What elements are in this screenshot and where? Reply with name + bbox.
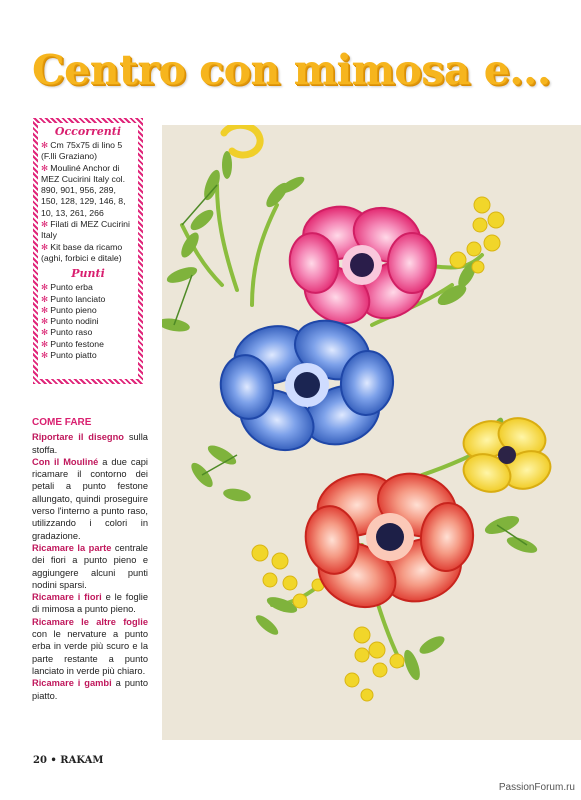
stitch-item: ✻ Punto pieno xyxy=(41,304,97,315)
materials-item: ✻ Filati di MEZ Cucirini Italy xyxy=(41,219,130,241)
embroidery-photo xyxy=(162,125,581,740)
instruction-step: Con il Mouliné a due capi ricamare il contorno dei petali a punto festone allungato, quindi proseguire verso l'interno a punto raso, utilizzando i colori in gradazione. xyxy=(32,456,148,541)
materials-box xyxy=(33,118,143,384)
star-bullet-icon: ✻ xyxy=(41,140,49,150)
embroidery-illustration xyxy=(162,125,581,740)
star-bullet-icon: ✻ xyxy=(41,282,49,293)
instruction-step: Ricamare le altre foglie con le nervature a punto erba in verde più scuro e la parte restante a punto lanciato in verde più chiaro. xyxy=(32,616,148,676)
stitches-heading: Punti xyxy=(71,267,105,281)
star-bullet-icon: ✻ xyxy=(41,162,49,173)
instruction-step: Ricamare i gambi a punto piatto. xyxy=(32,678,148,701)
stitch-item: ✻ Punto nodini xyxy=(41,316,99,327)
stitches-list xyxy=(41,282,135,361)
materials-list xyxy=(41,140,135,264)
page-title: Centro con mimosa e... xyxy=(32,46,551,94)
star-bullet-icon: ✻ xyxy=(41,316,49,327)
instruction-step: Ricamare i fiori e le foglie di mimosa a punto pieno. xyxy=(32,592,148,615)
star-bullet-icon: ✻ xyxy=(41,241,49,252)
star-bullet-icon: ✻ xyxy=(41,338,49,349)
instructions xyxy=(32,417,148,702)
materials-item: ✻ Mouliné Anchor di MEZ Cucirini Italy col. 890, 901, 956, 289, 150, 128, 129, 146, 8, 10, 13, 261, 266 xyxy=(41,162,126,218)
materials-item: ✻ Cm 75x75 di lino 5 (F.lli Graziano) xyxy=(41,140,123,162)
stitch-item: ✻ Punto piatto xyxy=(41,350,97,361)
watermark: PassionForum.ru xyxy=(498,782,575,793)
star-bullet-icon: ✻ xyxy=(41,304,49,315)
instructions-heading: COME FARE xyxy=(32,417,92,428)
star-bullet-icon: ✻ xyxy=(41,293,49,304)
star-bullet-icon: ✻ xyxy=(41,327,49,338)
materials-item: ✻ Kit base da ricamo (aghi, forbici e ditale) xyxy=(41,241,123,263)
star-bullet-icon: ✻ xyxy=(41,219,49,230)
stitch-item: ✻ Punto erba xyxy=(41,282,93,293)
page-folio: 20 • RAKAM xyxy=(33,755,104,766)
instruction-step: Ricamare la parte centrale dei fiori a punto pieno e aggiungere alcuni punti nodini sparsi. xyxy=(32,542,148,590)
stitch-item: ✻ Punto lanciato xyxy=(41,293,106,304)
materials-heading: Occorrenti xyxy=(54,125,122,138)
star-bullet-icon: ✻ xyxy=(41,350,49,361)
instruction-step: Riportare il disegno sulla stoffa. xyxy=(32,432,148,455)
stitch-item: ✻ Punto raso xyxy=(41,327,93,338)
stitch-item: ✻ Punto festone xyxy=(41,338,104,349)
